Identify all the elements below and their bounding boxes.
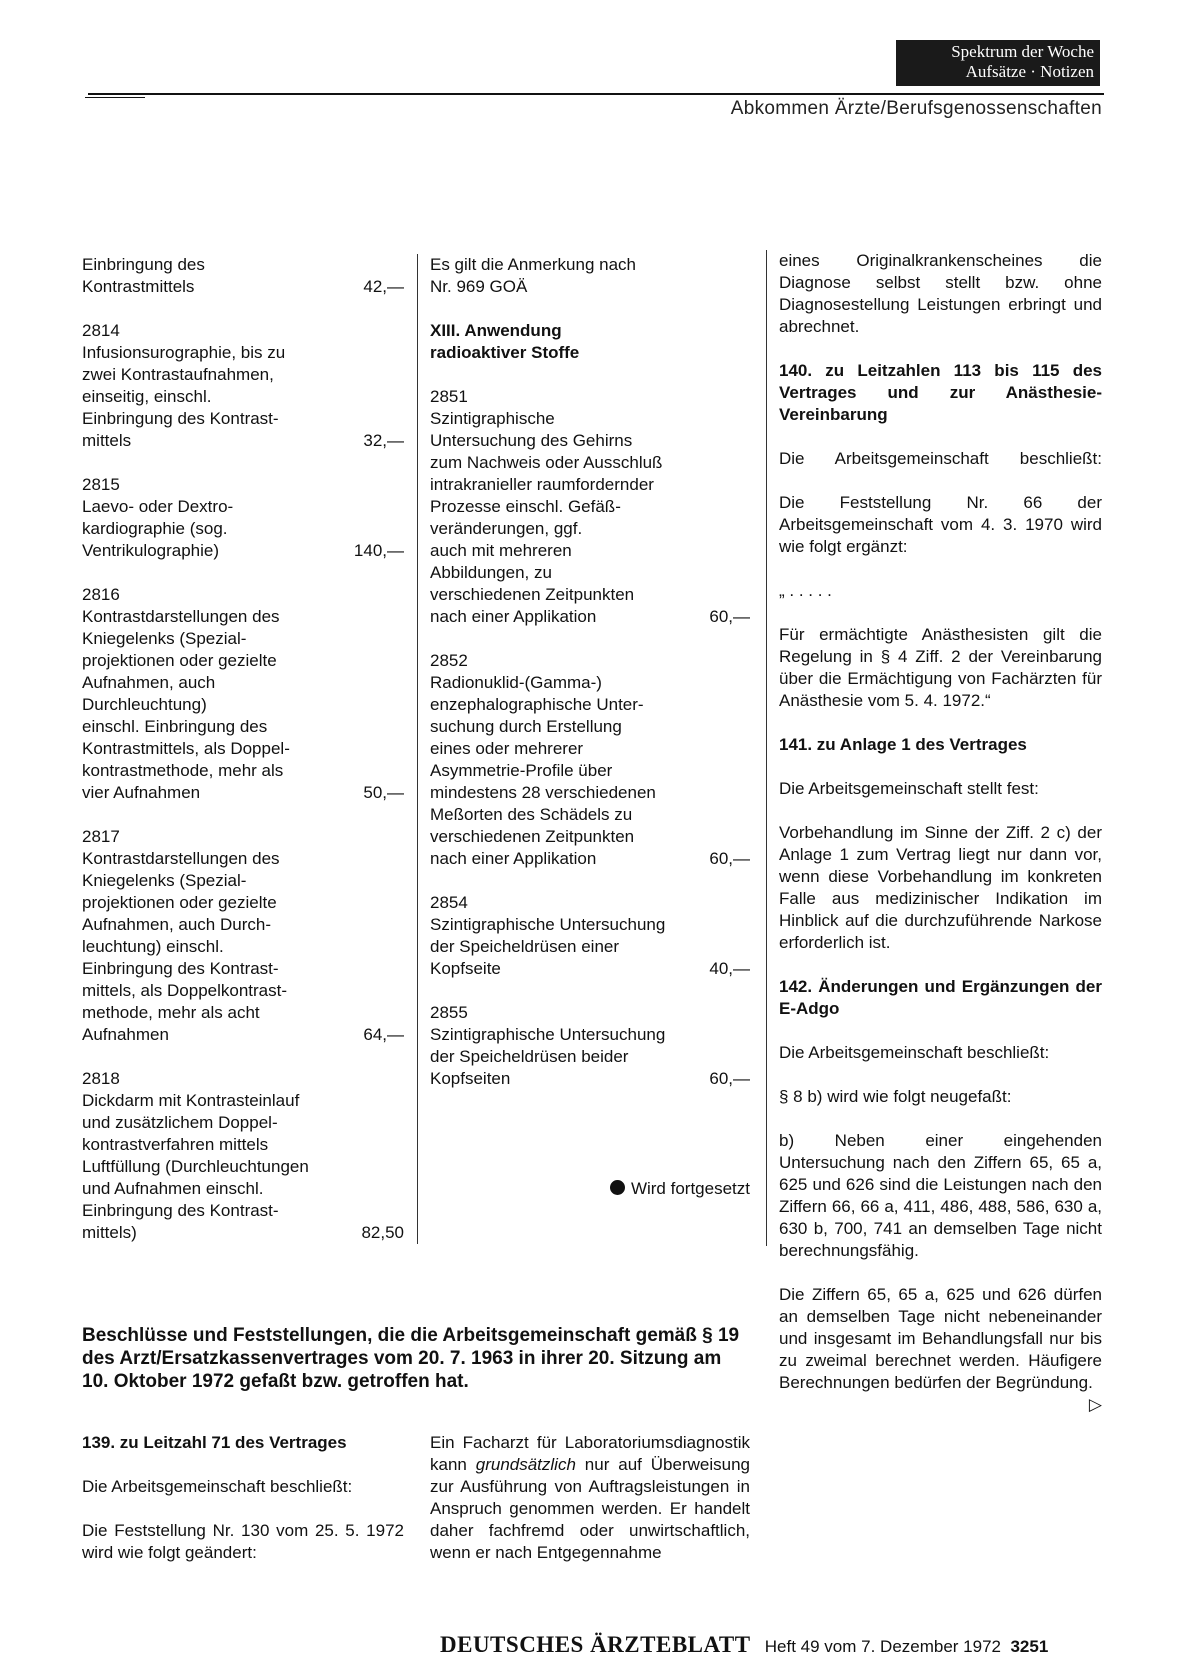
entry-text: Einbringung des Kontrast- xyxy=(82,409,279,428)
entry-text: verschiedenen Zeitpunkten xyxy=(430,585,635,604)
entry-text: Szintigraphische xyxy=(430,409,555,428)
entry-text: Kniegelenks (Spezial- xyxy=(82,629,247,648)
entry-text: veränderungen, ggf. xyxy=(430,519,583,538)
paragraph: Die Arbeitsgemeinschaft beschließt: xyxy=(779,449,1102,468)
section-badge-line2: Aufsätze · Notizen xyxy=(965,62,1094,81)
paragraph xyxy=(779,1284,1102,1414)
header-subtitle: Abkommen Ärzte/Berufsgenossenschaften xyxy=(730,98,1102,119)
note xyxy=(430,254,750,298)
entry-code: 2816 xyxy=(82,585,120,604)
tariff-entry xyxy=(430,892,750,980)
entry-text: zwei Kontrastaufnahmen, xyxy=(82,365,274,384)
paragraph: Die Arbeitsgemeinschaft stellt fest: xyxy=(779,779,1039,798)
tariff-entry xyxy=(82,1068,404,1244)
tariff-entry xyxy=(430,1002,750,1090)
paragraph: Die Arbeitsgemeinschaft beschließt: xyxy=(82,1477,353,1496)
entry-text: mittels) xyxy=(82,1223,137,1242)
entry-text: Einbringung des xyxy=(82,255,205,274)
emphasis-text: grundsätzlich xyxy=(475,1455,576,1474)
entry-code: 2814 xyxy=(82,321,120,340)
entry-text: Kontrastmittels xyxy=(82,277,195,296)
entry-text: nach einer Applikation xyxy=(430,607,597,626)
entry-text: nach einer Applikation xyxy=(430,849,597,868)
paragraph-text: Die Ziffern 65, 65 a, 625 und 626 dürfen an demselben Tage nicht nebeneinander und insgesamt im Behandlungsfall nur bis zu zweimal berechnet werden. Häufigere Berechnungen bedürfen der Begründung. xyxy=(779,1285,1102,1392)
entry-text: Kontrastmittels, als Doppel- xyxy=(82,739,290,758)
entry-text: Kontrastdarstellungen des xyxy=(82,849,280,868)
issue-info: Heft 49 vom 7. Dezember 1972 xyxy=(764,1637,1001,1656)
paragraph xyxy=(430,1432,750,1564)
entry-text: Einbringung des Kontrast- xyxy=(82,959,279,978)
entry-text: enzephalographische Unter- xyxy=(430,695,644,714)
entry-text: Infusionsurographie, bis zu xyxy=(82,343,286,362)
entry-text: und Aufnahmen einschl. xyxy=(82,1179,264,1198)
entry-text: einschl. Einbringung des xyxy=(82,717,268,736)
entry-code: 2815 xyxy=(82,475,120,494)
entry-text: kontrastmethode, mehr als xyxy=(82,761,284,780)
entry-text: Laevo- oder Dextro- xyxy=(82,497,234,516)
continue-arrow-icon: ▷ xyxy=(1088,1395,1102,1414)
bullet-icon xyxy=(610,1180,625,1195)
column-divider xyxy=(417,254,418,1244)
column-2 xyxy=(430,254,750,1200)
continued-note xyxy=(430,1178,750,1200)
section-heading xyxy=(430,320,750,364)
entry-text: verschiedenen Zeitpunkten xyxy=(430,827,635,846)
note-text: Nr. 969 GOÄ xyxy=(430,277,528,296)
entry-price: 60,— xyxy=(709,849,750,868)
section-heading: 141. zu Anlage 1 des Vertrages xyxy=(779,735,1027,754)
paragraph: Die Feststellung Nr. 130 vom 25. 5. 1972 wird wie folgt geändert: xyxy=(82,1521,404,1562)
paragraph: „ . . . . . xyxy=(779,581,832,600)
paragraph: Die Arbeitsgemeinschaft beschließt: xyxy=(779,1043,1050,1062)
column-divider xyxy=(766,250,767,1246)
entry-text: Radionuklid-(Gamma-) xyxy=(430,673,602,692)
entry-text: Kopfseite xyxy=(430,959,501,978)
tariff-entry xyxy=(82,826,404,1046)
entry-price: 32,— xyxy=(363,431,404,450)
entry-text: der Speicheldrüsen beider xyxy=(430,1047,629,1066)
paragraph: Für ermächtigte Anästhesisten gilt die Regelung in § 4 Ziff. 2 der Vereinbarung über die Ermächtigung von Fachärzten für Anästhesie vom 5. 4. 1972.“ xyxy=(779,625,1102,710)
entry-text: Asymmetrie-Profile über xyxy=(430,761,613,780)
entry-text: Einbringung des Kontrast- xyxy=(82,1201,279,1220)
entry-price: 40,— xyxy=(709,959,750,978)
section-heading: 139. zu Leitzahl 71 des Vertrages xyxy=(82,1433,347,1452)
page-footer xyxy=(440,1632,1048,1658)
entry-text: mindestens 28 verschiedenen xyxy=(430,783,656,802)
entry-text: Prozesse einschl. Gefäß- xyxy=(430,497,621,516)
entry-text: suchung durch Erstellung xyxy=(430,717,622,736)
entry-code: 2818 xyxy=(82,1069,120,1088)
entry-text: mittels, als Doppelkontrast- xyxy=(82,981,288,1000)
paragraph: eines Originalkrankenscheines die Diagnose selbst stellt bzw. ohne Diagnosestellung Leistungen erbringt und abrechnet. xyxy=(779,251,1102,336)
entry-text: intrakranieller raumfordernder xyxy=(430,475,654,494)
tariff-entry xyxy=(430,650,750,870)
paragraph: Vorbehandlung im Sinne der Ziff. 2 c) der Anlage 1 zum Vertrag liegt nur dann vor, wenn diese Vorbehandlung im konkreten Falle aus medizinischer Indikation im Hinblick auf die durchzuführende Narkose erforderlich ist. xyxy=(779,823,1102,952)
entry-text: Kopfseiten xyxy=(430,1069,511,1088)
entry-text: methode, mehr als acht xyxy=(82,1003,260,1022)
tariff-entry xyxy=(82,254,404,298)
entry-price: 60,— xyxy=(709,1069,750,1088)
entry-text: Dickdarm mit Kontrasteinlauf xyxy=(82,1091,300,1110)
entry-code: 2855 xyxy=(430,1003,468,1022)
paragraph-text: Ein Facharzt für Laboratoriumsdiagnostik kann xyxy=(430,1433,750,1474)
entry-code: 2852 xyxy=(430,651,468,670)
entry-code: 2817 xyxy=(82,827,120,846)
entry-text: Szintigraphische Untersuchung xyxy=(430,915,666,934)
entry-price: 82,50 xyxy=(361,1223,404,1242)
section-heading: 140. zu Leitzahlen 113 bis 115 des Vertrages und zur Anästhesie-Vereinbarung xyxy=(779,361,1102,424)
entry-text: Aufnahmen, auch Durch- xyxy=(82,915,271,934)
entry-text: vier Aufnahmen xyxy=(82,783,201,802)
header-rule xyxy=(88,93,1104,95)
entry-price: 60,— xyxy=(709,607,750,626)
tariff-entry xyxy=(430,386,750,628)
section-heading-text: XIII. Anwendung xyxy=(430,321,562,340)
entry-text: Aufnahmen xyxy=(82,1025,169,1044)
entry-text: Untersuchung des Gehirns xyxy=(430,431,633,450)
entry-price: 42,— xyxy=(363,277,404,296)
paragraph-text: nur auf Überweisung zur Ausführung von Auftragsleistungen in Anspruch genommen werden. Er handelt daher fachfremd oder unwirtschaftlich, wenn er nach Entgegennahme xyxy=(430,1455,750,1562)
tariff-entry xyxy=(82,320,404,452)
journal-name: DEUTSCHES ÄRZTEBLATT xyxy=(440,1632,751,1657)
entry-text: projektionen oder gezielte xyxy=(82,651,277,670)
entry-text: und zusätzlichem Doppel- xyxy=(82,1113,278,1132)
section-heading-text: radioaktiver Stoffe xyxy=(430,343,580,362)
section-heading: 142. Änderungen und Ergänzungen der E-Adgo xyxy=(779,977,1102,1018)
section-badge-line1: Spektrum der Woche xyxy=(951,42,1094,61)
column-1 xyxy=(82,254,404,1266)
bottom-column-2 xyxy=(430,1432,750,1564)
entry-text: Abbildungen, zu xyxy=(430,563,552,582)
entry-text: einseitig, einschl. xyxy=(82,387,212,406)
entry-text: Szintigraphische Untersuchung xyxy=(430,1025,666,1044)
entry-text: leuchtung) einschl. xyxy=(82,937,224,956)
page-number: 3251 xyxy=(1010,1637,1049,1656)
continued-text: Wird fortgesetzt xyxy=(630,1179,750,1198)
bottom-column-1 xyxy=(82,1432,404,1564)
entry-text: Kniegelenks (Spezial- xyxy=(82,871,247,890)
note-text: Es gilt die Anmerkung nach xyxy=(430,255,637,274)
column-3 xyxy=(779,250,1102,1416)
entry-text: projektionen oder gezielte xyxy=(82,893,277,912)
header-rule-short xyxy=(85,97,145,98)
paragraph: Die Feststellung Nr. 66 der Arbeitsgemeinschaft vom 4. 3. 1970 wird wie folgt ergänzt: xyxy=(779,493,1102,556)
entry-price: 140,— xyxy=(353,541,404,560)
entry-text: mittels xyxy=(82,431,132,450)
entry-text: Ventrikulographie) xyxy=(82,541,220,560)
paragraph: b) Neben einer eingehenden Untersuchung nach den Ziffern 65, 65 a, 625 und 626 sind die Leistungen nach den Ziffern 66, 66 a, 411, 486, 488, 586, 630 a, 630 b, 700, 741 an demselben Tage nicht berechnungsfähig. xyxy=(779,1131,1102,1260)
entry-text: Aufnahmen, auch xyxy=(82,673,216,692)
entry-code: 2854 xyxy=(430,893,468,912)
section-badge xyxy=(896,40,1100,86)
paragraph: § 8 b) wird wie folgt neugefaßt: xyxy=(779,1087,1012,1106)
entry-text: auch mit mehreren xyxy=(430,541,572,560)
entry-text: Meßorten des Schädels zu xyxy=(430,805,633,824)
entry-price: 50,— xyxy=(363,783,404,802)
tariff-entry xyxy=(82,474,404,562)
entry-text: der Speicheldrüsen einer xyxy=(430,937,620,956)
entry-text: kardiographie (sog. xyxy=(82,519,228,538)
tariff-entry xyxy=(82,584,404,804)
entry-price: 64,— xyxy=(363,1025,404,1044)
entry-text: Durchleuchtung) xyxy=(82,695,207,714)
entry-text: kontrastverfahren mittels xyxy=(82,1135,269,1154)
entry-text: Luftfüllung (Durchleuchtungen xyxy=(82,1157,309,1176)
entry-text: Kontrastdarstellungen des xyxy=(82,607,280,626)
entry-code: 2851 xyxy=(430,387,468,406)
entry-text: zum Nachweis oder Ausschluß xyxy=(430,453,663,472)
entry-text: eines oder mehrerer xyxy=(430,739,584,758)
resolution-banner: Beschlüsse und Feststellungen, die die Arbeitsgemeinschaft gemäß § 19 des Arzt/Ersatzkassenvertrages vom 20. 7. 1963 in ihrer 20. Sitzung am 10. Oktober 1972 gefaßt bzw. getroffen hat. xyxy=(82,1325,740,1392)
